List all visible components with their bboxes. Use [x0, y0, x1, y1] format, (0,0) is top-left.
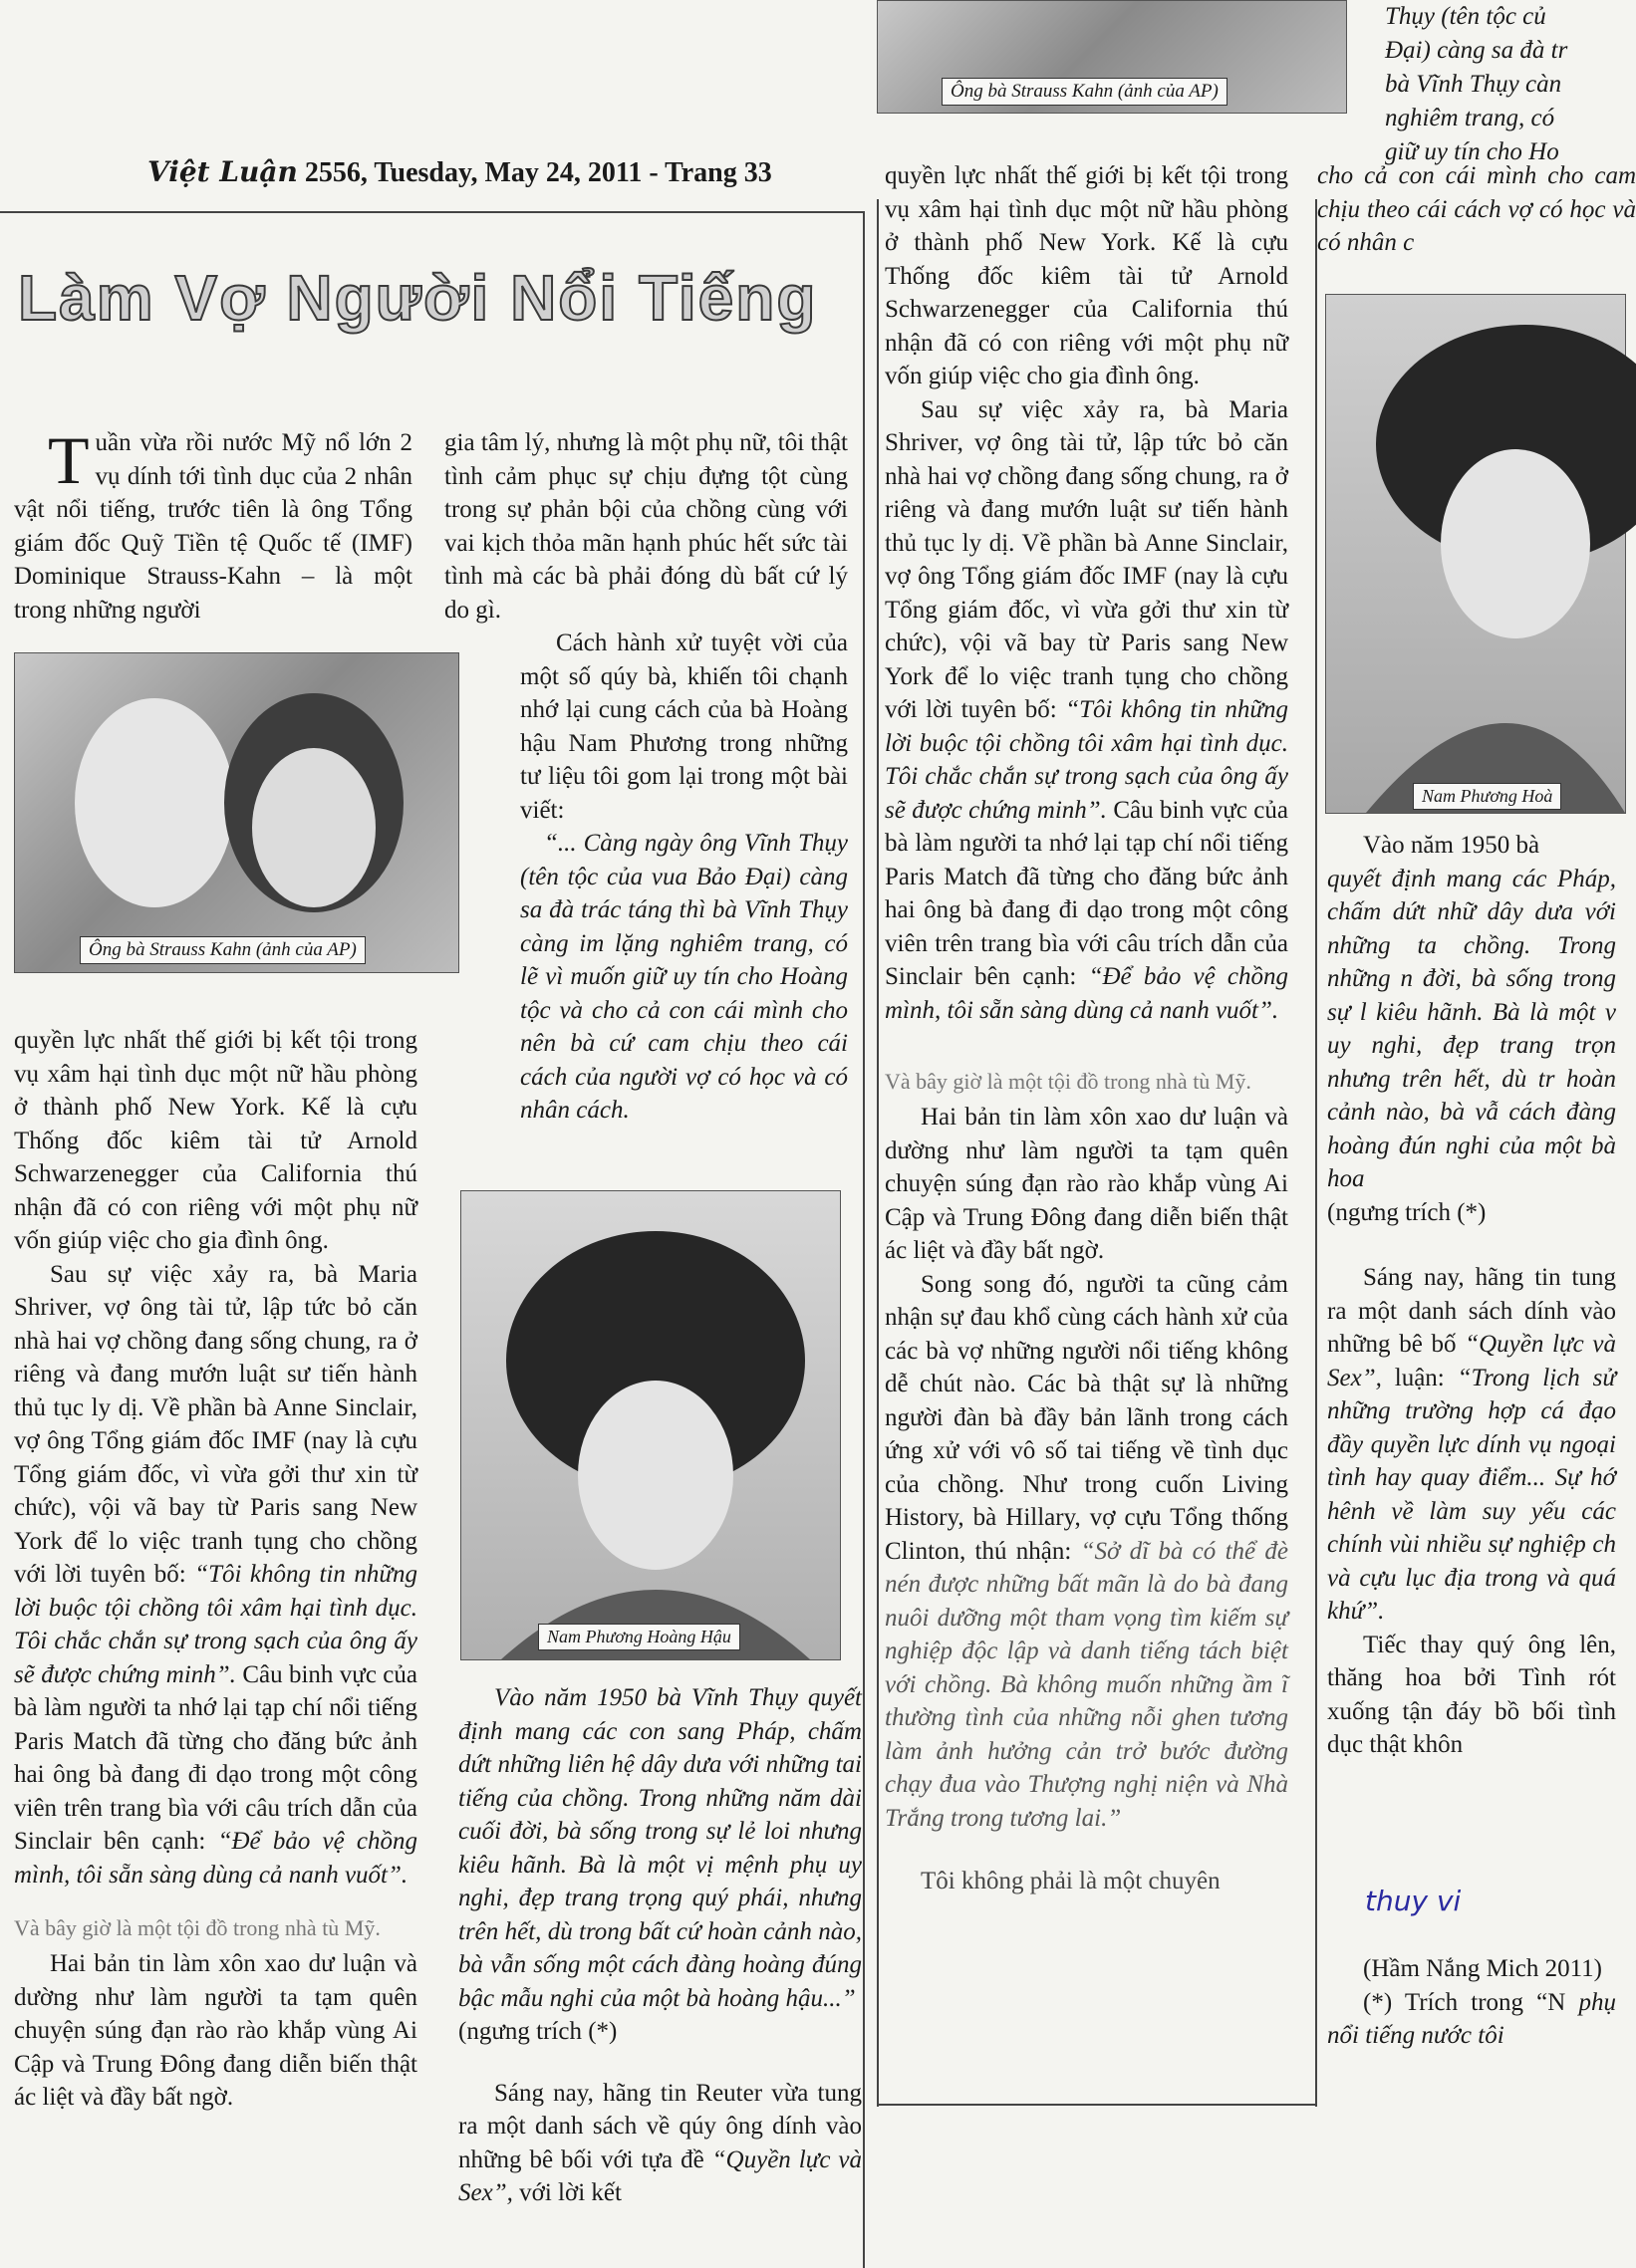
nam-phuong-caption: Nam Phương Hoàng Hậu	[538, 1624, 740, 1650]
nam-phuong-photo-right	[1325, 294, 1626, 814]
frame-right-rule	[863, 211, 865, 2268]
nam-phuong-caption-right: Nam Phương Hoà	[1413, 783, 1561, 810]
column-4-footer: (Hầm Nắng Mich 2011) (*) Trích trong “N phụ nổi tiếng nước tôi	[1327, 1955, 1616, 2049]
strauss-kahn-portrait	[15, 653, 458, 972]
strauss-kahn-photo	[14, 652, 459, 973]
subhead-2: Và bây giờ là một tội đồ trong nhà tù Mỹ.	[885, 1069, 1251, 1094]
top-fragment: Thụy (tên tộc củ Đại) càng sa đà tr bà Vĩnh Thụy càn nghiêm trang, có giữ uy tín cho Ho	[1385, 3, 1568, 165]
column-rule	[877, 199, 879, 2107]
column-1-body: quyền lực nhất thế giới bị kết tội trong vụ xâm hại tình dục một nữ hầu phòng ở thành phố New York. Kế là cựu Thống đốc kiêm tài tử Arnold Schwarzenegger của California thú nhận đã có con riêng với một phụ nữ vốn giúp việc cho gia đình ông. Sau sự việc xảy ra, bà Maria Shriver, vợ ông tài tử, lập tức bỏ căn nhà hai vợ chồng đang sống chung, ra ở riêng và đang mướn luật sư tiến hành thủ tục ly dị. Về phần bà Anne Sinclair, vợ ông Tổng giám đốc IMF (nay là cựu Tổng giám đốc, vì vừa gởi thư xin từ chức), vội vã bay từ Paris sang New York để lo việc tranh tụng cho chồng với lời tuyên bố: “Tôi không tin những lời buộc tội chồng tôi xâm hại tình dục. Tôi chắc chắn sự trong sạch của ông ấy sẽ được chứng minh”. Câu binh vực của bà làm người ta nhớ lại tạp chí nổi tiếng Paris Match đã từng cho đăng bức ảnh hai ông bà đang đi dạo trong một công viên trên trang bìa với câu trích dẫn của Sinclair bên cạnh: “Để bảo vệ chồng mình, tôi sẵn sàng dùng cả nanh vuốt”. Và bây giờ là một tội đồ trong nhà tù Mỹ. Hai bản tin làm xôn xao dư luận và dường như làm người ta tạm quên chuyện súng đạn rào rào khắp vùng Ai Cập và Trung Đông đang diễn biến thật ác liệt và đầy bất ngờ.	[14, 1027, 418, 2111]
subhead: Và bây giờ là một tội đồ trong nhà tù Mỹ.	[14, 1915, 381, 1940]
nam-phuong-photo	[460, 1190, 841, 1660]
masthead-issue: 2556, Tuesday, May 24, 2011 - Trang 33	[304, 157, 772, 188]
masthead	[147, 155, 772, 189]
column-4-top: cho cả con cái mình cho cam chịu theo cái cách vợ có học và có nhân c	[1317, 162, 1636, 256]
column-2-bottom: Vào năm 1950 bà Vĩnh Thụy quyết định mang các con sang Pháp, chấm dứt những liên hệ dây dưa với những tai tiếng của chồng. Trong những năm dài cuối đời, bà sống trong sự lẻ loi nhưng kiêu hãnh. Bà là một vị mệnh phụ uy nghi, đẹp trang trọng quý phái, nhưng trên hết, dù trong bất cứ hoàn cảnh nào, bà vẫn sống một cách đàng hoàng đúng bậc mẫu nghi của một bà hoàng hậu...” (ngưng trích (*) Sáng nay, hãng tin Reuter vừa tung ra một danh sách về qúy ông dính vào những bê bối với tựa đề “Quyền lực và Sex”, với lời kết	[458, 1684, 862, 2206]
column-rule-right	[1315, 199, 1317, 2107]
strauss-kahn-caption-top: Ông bà Strauss Kahn (ảnh của AP)	[942, 78, 1227, 106]
column-2-top: gia tâm lý, nhưng là một phụ nữ, tôi thật tình cảm phục sự chịu đựng tột cùng trong sự phản bội của chồng cùng với vai kịch thỏa mãn hạnh phúc hết sức tài tình mà các bà phải đóng dù bất cứ lý do gì. Cách hành xử tuyệt vời của một số qúy bà, khiến tôi chạnh nhớ lại cung cách của bà Hoàng hậu Nam Phương trong những tư liệu tôi gom lại trong một bài viết: “... Càng ngày ông Vĩnh Thụy (tên tộc của vua Bảo Đại) càng sa đà trác táng thì bà Vĩnh Thụy càng im lặng nghiêm trang, có lẽ vì muốn giữ uy tín cho Hoàng tộc và cho cả con cái mình cho nên bà cứ cam chịu theo cái cách của người vợ có học và có nhân cách.	[444, 429, 848, 1124]
column-3: quyền lực nhất thế giới bị kết tội trong vụ xâm hại tình dục một nữ hầu phòng ở thành phố New York. Kế là cựu Thống đốc kiêm tài tử Arnold Schwarzenegger của California thú nhận đã có con riêng với một phụ nữ vốn giúp việc cho gia đình ông. Sau sự việc xảy ra, bà Maria Shriver, vợ ông tài tử, lập tức bỏ căn nhà hai vợ chồng đang sống chung, ra ở riêng và đang mướn luật sư tiến hành thủ tục ly dị. Về phần bà Anne Sinclair, vợ ông Tổng giám đốc IMF (nay là cựu Tổng giám đốc, vì vừa gởi thư xin từ chức), vội vã bay từ Paris sang New York để lo việc tranh tụng cho chồng với lời tuyên bố: “Tôi không tin những lời buộc tội chồng tôi xâm hại tình dục. Tôi chắc chắn sự trong sạch của ông ấy sẽ được chứng minh”. Câu binh vực của bà làm người ta nhớ lại tạp chí nổi tiếng Paris Match đã từng cho đăng bức ảnh hai ông bà đang đi dạo trong một công viên trên trang bìa với câu trích dẫn của Sinclair bên cạnh: “Để bảo vệ chồng mình, tôi sẵn sàng dùng cả nanh vuốt”. Và bây giờ là một tội đồ trong nhà tù Mỹ. Hai bản tin làm xôn xao dư luận và dường như làm người ta tạm quên chuyện súng đạn rào rào khắp vùng Ai Cập và Trung Đông đang diễn biến thật ác liệt và đầy bất ngờ. Song song đó, người ta cũng cảm nhận sự đau khổ cùng cách hành xử của các bà vợ những người nổi tiếng không dễ chút nào. Các bà thật sự là những người đàn bà đầy bản lãnh trong cách ứng xử với vô số tai tiếng về tình dục của chồng. Như trong cuốn Living History, bà Hillary, vợ cựu Tổng thống Clinton, thú nhận: “Sở dĩ bà có thể đè nén được những bất mãn là do bà đang nuôi dưỡng một tham vọng tìm kiếm sự nghiệp độc lập và danh tiếng tách biệt với chồng. Bà không muốn những ầm ĩ thường tình của những nỗi ghen tương làm ảnh hưởng cản trở bước đường chạy đua vào Thượng nghị niện và Nhà Trắng trong tương lai.” Tôi không phải là một chuyên	[885, 162, 1289, 1894]
masthead-logo: Việt Luận	[147, 155, 298, 188]
author-signature: thuy vi	[1365, 1885, 1462, 1917]
frame-top-rule	[0, 211, 863, 213]
column-4-body: Vào năm 1950 bà quyết định mang các Pháp, chấm dứt nhữ dây dưa với những ta chồng. Trong những n đời, bà sống trong sự l kiêu hãnh. Bà là một v uy nghi, đẹp trang trọn nhưng trên hết, dù tr hoàn cảnh nào, bà vẫ cách đàng hoàng đún nghi của một bà hoa (ngưng trích (*) Sáng nay, hãng tin tung ra một danh sách dính vào những bê bố “Quyền lực và Sex”, luận: “Trong lịch sử những trường hợp cá đạo đầy quyền lực dính vụ ngoại tình hay quay điểm... Sự hớ hênh về làm suy yếu các chính vùi nhiều sự nghiệp ch và cựu lục địa trong và quá khứ”. Tiếc thay quý ông lên, thăng hoa bởi Tình rót xuống tận đáy bồ bối tình dục thật khôn	[1327, 832, 1616, 1758]
nam-phuong-portrait-right	[1326, 295, 1625, 813]
dropcap: T	[48, 422, 90, 498]
nam-phuong-portrait	[461, 1191, 840, 1659]
headline: Làm Vợ Người Nổi Tiếng	[18, 262, 818, 334]
column-bottom-rule	[877, 2104, 1315, 2106]
column-1-intro: Tuần vừa rồi nước Mỹ nổ lớn 2 vụ dính tới tình dục của 2 nhân vật nổi tiếng, trước tiên là ông Tổng giám đốc Quỹ Tiền tệ Quốc tế (IMF) Dominique Strauss-Kahn – là một trong những người	[14, 422, 412, 624]
strauss-kahn-caption: Ông bà Strauss Kahn (ảnh của AP)	[80, 936, 366, 964]
